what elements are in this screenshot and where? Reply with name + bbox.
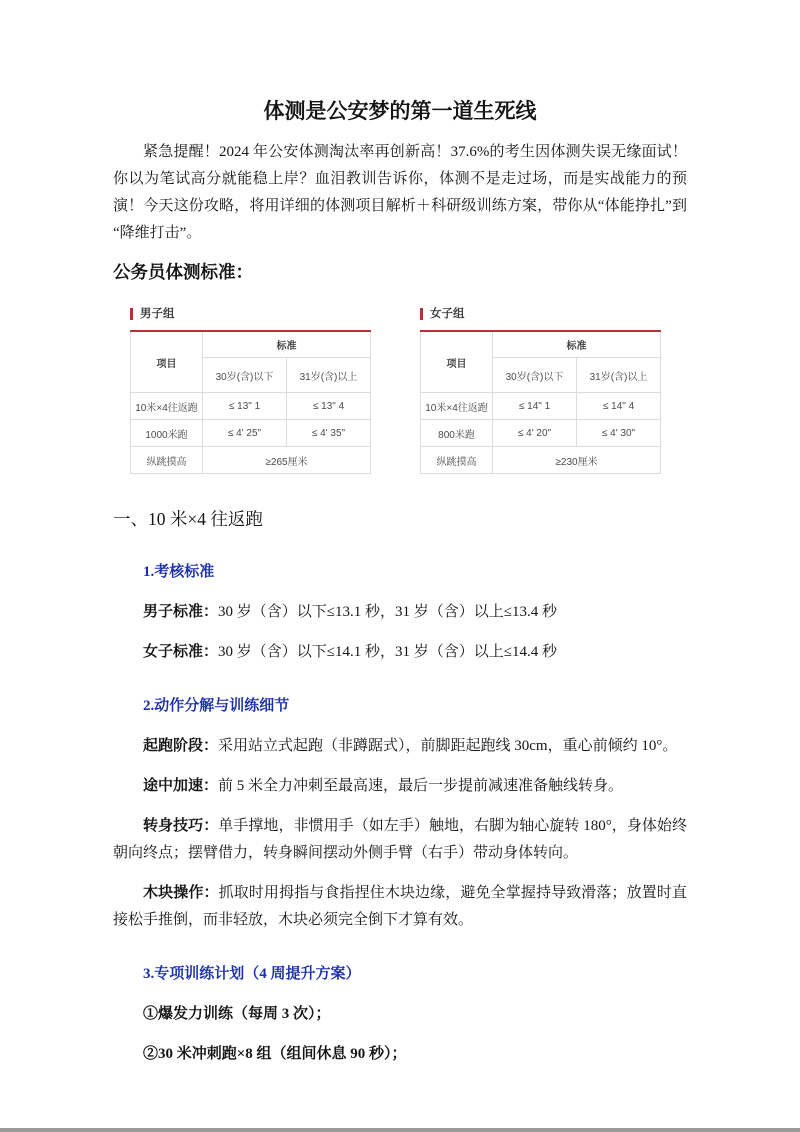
standard-paragraph-women — [113, 639, 687, 666]
paragraph-label: 途中加速： — [143, 778, 219, 794]
group-label-text: 男子组 — [140, 308, 175, 320]
technique-paragraph-block — [113, 880, 687, 934]
paragraph-text: 前 5 米全力冲刺至最高速，最后一步提前减速准备触线转身。 — [218, 778, 624, 794]
row-item: 800米跑 — [421, 420, 493, 447]
red-bar-icon — [420, 308, 423, 320]
womens-table-block — [420, 307, 660, 474]
training-list-item-2: ②30 米冲刺跑×8 组（组间休息 90 秒）； — [143, 1046, 407, 1062]
col-header-item: 项目 — [421, 331, 493, 393]
col-header-age2: 31岁(含)以上 — [577, 358, 661, 393]
row-value: ≤ 14" 4 — [577, 393, 661, 420]
col-header-age2: 31岁(含)以上 — [287, 358, 371, 393]
technique-paragraph-start — [113, 733, 687, 760]
paragraph-text: 30 岁（含）以下≤14.1 秒，31 岁（含）以上≤14.4 秒 — [218, 644, 557, 660]
table-row — [131, 447, 371, 474]
row-value: ≥230厘米 — [493, 447, 661, 474]
row-value: ≤ 13" 1 — [203, 393, 287, 420]
paragraph-label: 转身技巧： — [143, 818, 219, 834]
paragraph-text: 单手撑地，非惯用手（如左手）触地，右脚为轴心旋转 180°，身体始终朝向终点；摆臂借力，转身瞬间摆动外侧手臂（右手）带动身体转向。 — [113, 818, 687, 861]
col-header-standard: 标准 — [493, 331, 661, 358]
row-item: 1000米跑 — [131, 420, 203, 447]
col-header-age1: 30岁(含)以下 — [493, 358, 577, 393]
paragraph-label: 女子标准： — [143, 644, 219, 660]
subsection-3-heading: 3.专项训练计划（4 周提升方案） — [143, 966, 361, 982]
paragraph-label: 男子标准： — [143, 604, 219, 620]
mens-standards-table — [130, 330, 371, 474]
page-bottom-edge — [0, 1128, 800, 1132]
mens-table-block — [130, 307, 370, 474]
paragraph-label: 木块操作： — [143, 885, 219, 901]
row-value: ≤ 4' 20" — [493, 420, 577, 447]
subsection-1-heading: 1.考核标准 — [143, 564, 215, 580]
table-row — [421, 420, 661, 447]
row-item: 10米×4往返跑 — [421, 393, 493, 420]
paragraph-text: 抓取时用拇指与食指捏住木块边缘，避免全掌握持导致滑落；放置时直接松手推倒，而非轻放，木块必须完全倒下才算有效。 — [113, 885, 687, 928]
subsection-2-heading: 2.动作分解与训练细节 — [143, 698, 290, 714]
paragraph-label: 起跑阶段： — [143, 738, 219, 754]
standard-paragraph-men — [113, 599, 687, 626]
table-row — [421, 393, 661, 420]
red-bar-icon — [130, 308, 133, 320]
standards-section-heading: 公务员体测标准： — [113, 262, 253, 282]
table-row — [131, 393, 371, 420]
row-value: ≤ 4' 30" — [577, 420, 661, 447]
mens-group-label — [130, 307, 370, 321]
table-row — [131, 420, 371, 447]
row-item: 10米×4往返跑 — [131, 393, 203, 420]
table-row — [421, 447, 661, 474]
womens-group-label — [420, 307, 660, 321]
col-header-item: 项目 — [131, 331, 203, 393]
technique-paragraph-accelerate — [113, 773, 687, 800]
row-value: ≤ 4' 25" — [203, 420, 287, 447]
col-header-age1: 30岁(含)以下 — [203, 358, 287, 393]
row-value: ≤ 4' 35" — [287, 420, 371, 447]
page-title: 体测是公安梦的第一道生死线 — [263, 99, 537, 123]
row-item: 纵跳摸高 — [421, 447, 493, 474]
womens-standards-table — [420, 330, 661, 474]
paragraph-text: 采用站立式起跑（非蹲踞式），前脚距起跑线 30cm，重心前倾约 10°。 — [218, 738, 678, 754]
group-label-text: 女子组 — [430, 308, 465, 320]
intro-paragraph: 紧急提醒！2024 年公安体测淘汰率再创新高！37.6%的考生因体测失误无缘面试！你以为笔试高分就能稳上岸？血泪教训告诉你，体测不是走过场，而是实战能力的预演！今天这份攻略，将用详细的体测项目解析＋科研级训练方案，带你从“体能挣扎”到“降维打击”。 — [113, 144, 687, 241]
standards-tables-row — [130, 307, 687, 474]
row-value: ≥265厘米 — [203, 447, 371, 474]
row-item: 纵跳摸高 — [131, 447, 203, 474]
col-header-standard: 标准 — [203, 331, 371, 358]
row-value: ≤ 13" 4 — [287, 393, 371, 420]
paragraph-text: 30 岁（含）以下≤13.1 秒，31 岁（含）以上≤13.4 秒 — [218, 604, 557, 620]
section-1-heading: 一、10 米×4 往返跑 — [113, 509, 263, 529]
technique-paragraph-turn — [113, 813, 687, 867]
row-value: ≤ 14" 1 — [493, 393, 577, 420]
training-list-item-1: ①爆发力训练（每周 3 次）； — [143, 1006, 331, 1022]
